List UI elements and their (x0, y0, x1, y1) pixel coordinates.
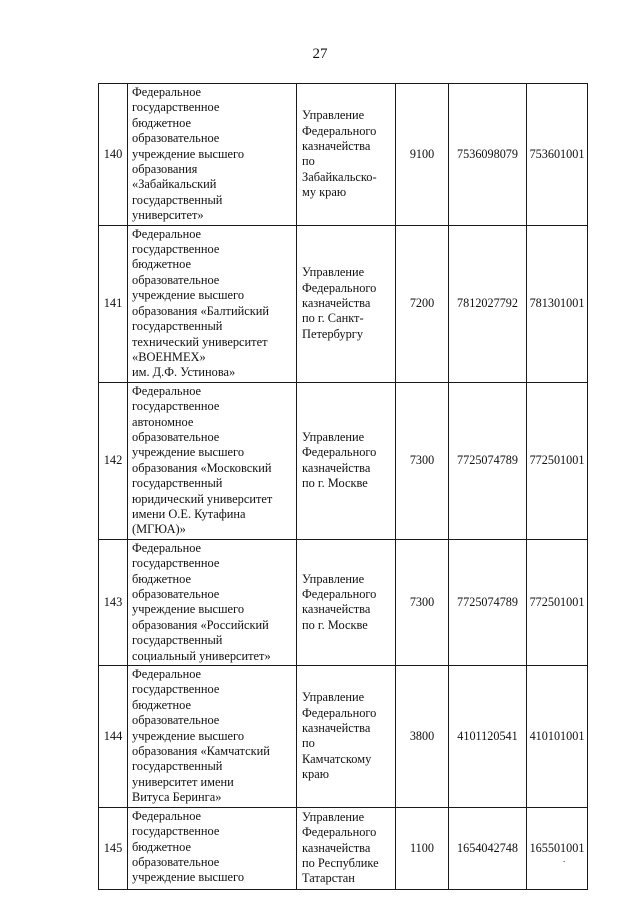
row-number: 144 (103, 728, 123, 743)
treasury-line: Петербургу (302, 326, 364, 341)
organization-name-line: образования (132, 162, 198, 177)
code-value: 9100 (409, 146, 435, 161)
organization-name-line: юридический университет (132, 491, 273, 506)
kpp-value: 772501001 (529, 594, 585, 609)
inn-cell (449, 225, 527, 382)
treasury-line: казначейства (302, 295, 371, 310)
organization-name-cell (128, 539, 297, 665)
code-value: 7200 (409, 295, 435, 310)
organization-name-line: образовательное (132, 272, 220, 287)
code-value: 7300 (409, 453, 435, 468)
organization-name-line: бюджетное (132, 257, 192, 272)
organization-name-line: социальный университет» (132, 648, 271, 663)
organization-name-line: образовательное (132, 587, 220, 601)
inn-cell (449, 807, 527, 889)
organization-name-line: Федеральное (132, 85, 202, 99)
row-number-cell (99, 539, 128, 665)
organization-name-line: (МГЮА)» (132, 522, 186, 537)
organization-name-line: образования «Российский (132, 617, 269, 632)
organization-name-cell (128, 666, 297, 808)
treasury-line: му краю (302, 185, 347, 200)
table-row (99, 225, 588, 382)
organization-name-line: государственное (132, 399, 220, 414)
organization-name-line: технический университет (132, 334, 268, 349)
treasury-line: краю (302, 767, 329, 782)
treasury-line: Федерального (302, 587, 377, 601)
organization-name-line: государственное (132, 100, 220, 115)
row-number-cell (99, 382, 128, 539)
organization-name-line: бюджетное (132, 115, 192, 130)
organizations-table (98, 83, 588, 890)
kpp-cell (527, 382, 588, 539)
code-cell (396, 225, 449, 382)
organization-name-line: образования «Камчатский (132, 744, 270, 759)
treasury-line: казначейства (302, 840, 371, 855)
organization-name-line: имени О.Е. Кутафина (132, 506, 246, 521)
kpp-cell (527, 666, 588, 808)
organization-name-line: Федеральное (132, 808, 202, 823)
inn-cell (449, 84, 527, 226)
kpp-value: 772501001 (529, 453, 585, 468)
row-number-cell (99, 225, 128, 382)
treasury-cell (297, 84, 396, 226)
kpp-cell (527, 225, 588, 382)
treasury-cell (297, 382, 396, 539)
organization-name-line: образовательное (132, 713, 220, 728)
organization-name-line: образования «Московский (132, 460, 272, 475)
row-number: 142 (103, 453, 123, 468)
organization-name-line: государственный (132, 633, 223, 648)
treasury-line: Управление (302, 809, 365, 824)
treasury-line: Федерального (302, 123, 377, 138)
table-row (99, 807, 588, 889)
code-value: 1100 (410, 840, 434, 855)
table-row (99, 84, 588, 226)
organization-name-line: бюджетное (132, 839, 192, 854)
organization-name-line: учреждение высшего (132, 445, 245, 460)
organization-name-cell (128, 225, 297, 382)
treasury-line: Управление (302, 108, 365, 123)
code-cell (396, 666, 449, 808)
table-row (99, 666, 588, 808)
row-number: 141 (103, 295, 123, 310)
organization-name-line: государственное (132, 242, 220, 257)
treasury-line: Управление (302, 429, 365, 444)
organization-name-line: автономное (132, 414, 194, 429)
organization-name-line: государственный (132, 759, 223, 774)
inn-value: 7812027792 (457, 295, 518, 310)
kpp-cell (527, 539, 588, 665)
treasury-line: по г. Москве (302, 476, 368, 491)
organization-name-line: «ВОЕНМЕХ» (132, 349, 206, 364)
kpp-cell (527, 807, 588, 889)
organization-name-line: государственное (132, 556, 220, 571)
organization-name-line: государственное (132, 824, 220, 839)
code-cell (396, 84, 449, 226)
organization-name-line: бюджетное (132, 571, 192, 586)
row-number-cell (99, 807, 128, 889)
organization-name-line: учреждение высшего (132, 870, 245, 885)
inn-value: 7725074789 (457, 594, 518, 609)
organization-name-line: «Забайкальский (132, 177, 217, 192)
row-number-cell (99, 84, 128, 226)
organization-name-line: Федеральное (132, 667, 202, 682)
treasury-line: Федерального (302, 280, 377, 295)
inn-cell (449, 666, 527, 808)
organization-name-line: образовательное (132, 854, 220, 869)
organization-name-line: государственное (132, 682, 220, 697)
treasury-line: казначейства (302, 602, 371, 617)
kpp-value: 165501001 (529, 840, 585, 855)
organization-name-line: Федеральное (132, 383, 202, 398)
treasury-cell (297, 666, 396, 808)
treasury-line: Камчатскому (302, 751, 372, 766)
table-row (99, 382, 588, 539)
code-value: 3800 (409, 728, 435, 743)
table-row (99, 539, 588, 665)
page-number: 27 (312, 46, 328, 62)
inn-value: 7536098079 (457, 146, 518, 161)
organization-name-line: Федеральное (132, 540, 202, 555)
treasury-line: Управление (302, 690, 365, 705)
row-number: 145 (103, 840, 123, 855)
organization-name-cell (128, 807, 297, 889)
treasury-cell (297, 807, 396, 889)
organization-name-line: университет» (132, 208, 204, 223)
kpp-value: 410101001 (529, 728, 585, 743)
treasury-line: Федерального (302, 705, 377, 720)
organization-name-line: учреждение высшего (132, 146, 245, 161)
organization-name-line: образовательное (132, 131, 220, 146)
treasury-line: по г. Москве (302, 617, 368, 632)
treasury-line: Управление (302, 571, 365, 586)
organization-name-cell (128, 382, 297, 539)
organization-name-line: государственный (132, 476, 223, 491)
treasury-line: казначейства (302, 138, 371, 153)
treasury-line: казначейства (302, 720, 371, 735)
inn-value: 1654042748 (457, 840, 518, 855)
kpp-cell (527, 84, 588, 226)
kpp-value: 781301001 (529, 295, 585, 310)
organization-name-line: образовательное (132, 429, 220, 444)
code-cell (396, 382, 449, 539)
treasury-line: Федерального (302, 825, 377, 840)
treasury-line: Федерального (302, 445, 377, 460)
organization-name-line: учреждение высшего (132, 728, 245, 743)
organization-name-line: университет имени (132, 774, 234, 789)
row-number-cell (99, 666, 128, 808)
treasury-line: по (302, 736, 315, 751)
inn-value: 4101120541 (457, 728, 518, 743)
treasury-line: Управление (302, 265, 365, 280)
treasury-cell (297, 225, 396, 382)
row-number: 143 (103, 594, 123, 609)
treasury-line: по Республике (302, 855, 379, 870)
treasury-cell (297, 539, 396, 665)
treasury-line: по г. Санкт- (302, 311, 364, 326)
row-number: 140 (103, 146, 123, 161)
bottom-mark: . (563, 854, 566, 864)
organization-name-line: бюджетное (132, 697, 192, 712)
organization-name-line: учреждение высшего (132, 288, 245, 303)
organization-name-line: им. Д.Ф. Устинова» (132, 365, 236, 380)
organization-name-line: Витуса Беринга» (132, 790, 222, 805)
inn-cell (449, 382, 527, 539)
treasury-line: Татарстан (302, 871, 355, 886)
organization-name-line: образования «Балтийский (132, 303, 270, 318)
inn-cell (449, 539, 527, 665)
organization-name-line: государственный (132, 319, 223, 334)
inn-value: 7725074789 (457, 453, 518, 468)
treasury-line: по (302, 154, 315, 169)
treasury-line: Забайкальско- (302, 169, 377, 184)
organization-name-line: государственный (132, 192, 223, 207)
organization-name-line: учреждение высшего (132, 602, 245, 617)
organization-name-line: Федеральное (132, 226, 202, 241)
kpp-value: 753601001 (529, 146, 585, 161)
treasury-line: казначейства (302, 460, 371, 475)
organization-name-cell (128, 84, 297, 226)
code-value: 7300 (409, 594, 435, 609)
code-cell (396, 807, 449, 889)
code-cell (396, 539, 449, 665)
